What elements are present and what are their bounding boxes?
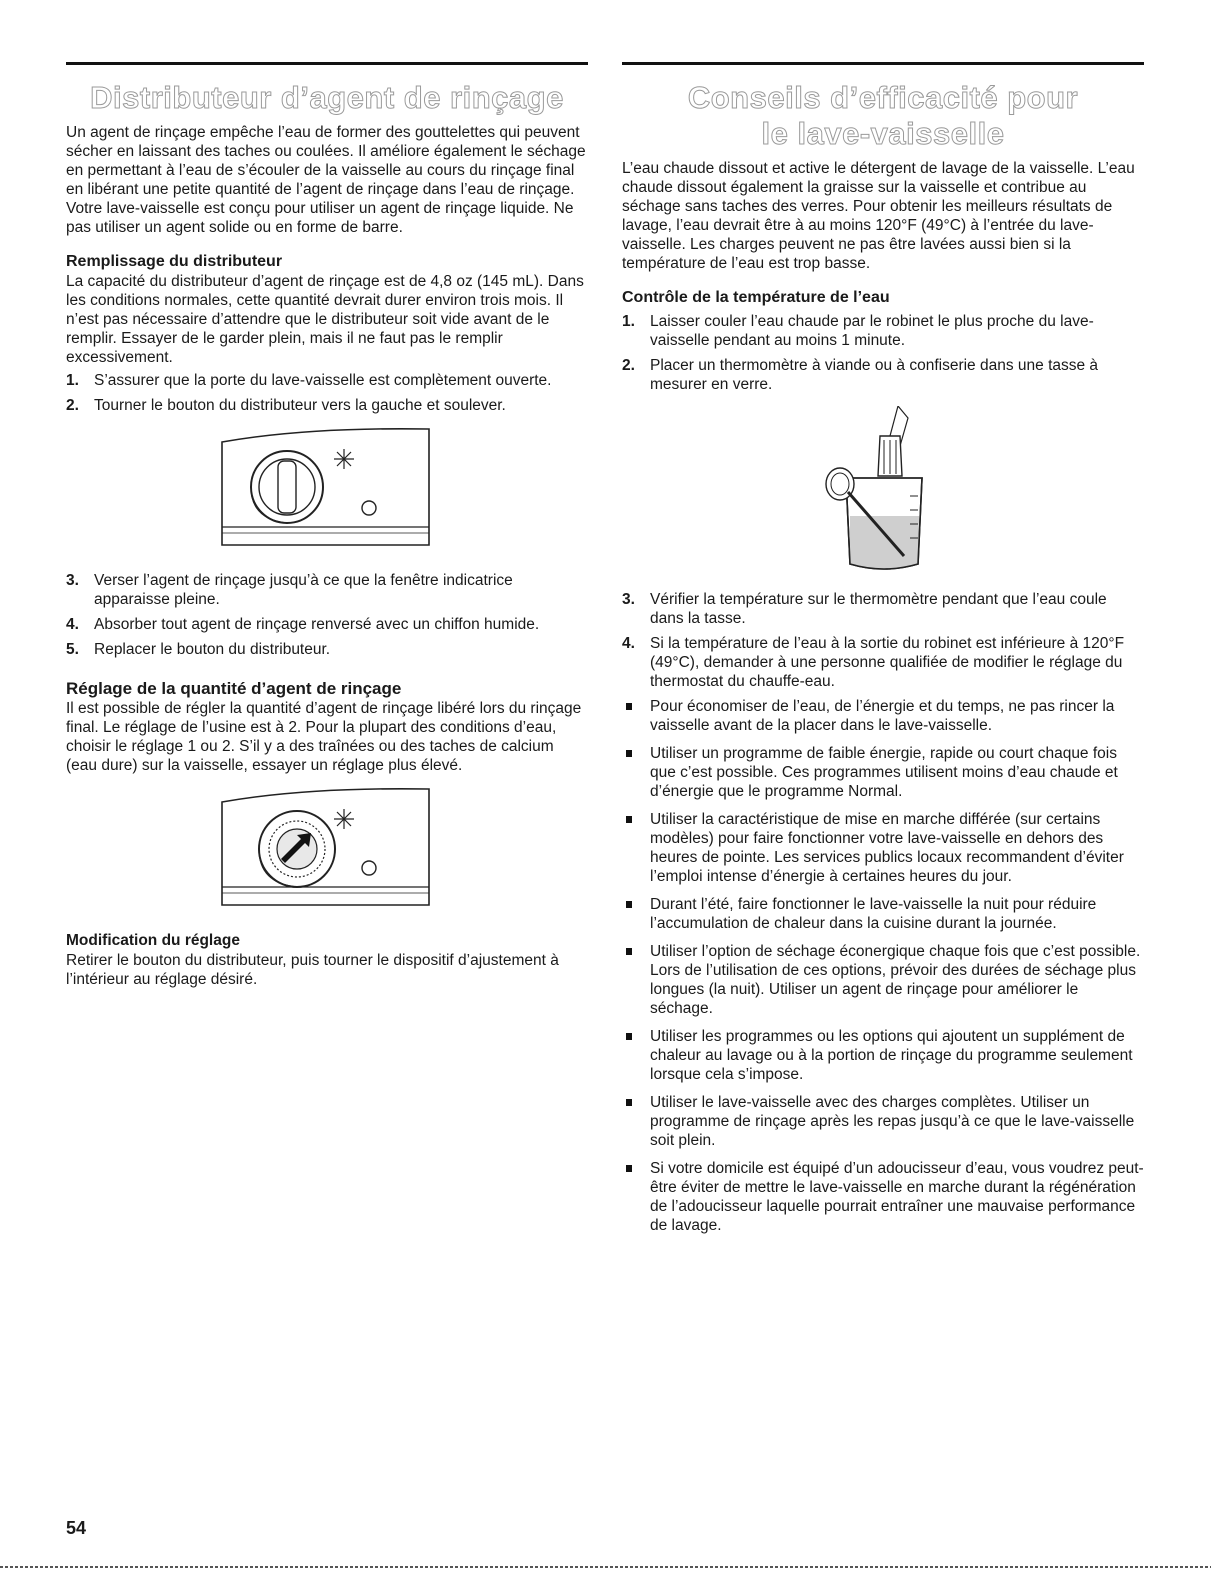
tip-text: Si votre domicile est équipé d’un adoucisseur d’eau, vous voudrez peut-être éviter de mettre le lave-vaisselle en marche durant la régénération de l’adoucisseur laquelle pourrait entraîner une mauvaise performance de lavage. bbox=[650, 1160, 1144, 1234]
top-rule bbox=[622, 62, 1144, 65]
efficiency-intro: L’eau chaude dissout et active le détergent de lavage de la vaisselle. L’eau chaude dissout également la graisse sur la vaisselle et contribue au séchage sans taches des verres. Pour obtenir les meilleurs résultats de lavage, l’eau devrait être à au moins 120°F (49°C) à l’entrée du lave-vaisselle. Les charges peuvent ne pas être lavées aussi bien si la température de l’eau est trop basse. bbox=[622, 160, 1135, 272]
step-item bbox=[66, 396, 588, 415]
tip-item bbox=[622, 744, 1144, 801]
efficiency-tips-list bbox=[622, 697, 1144, 1235]
step-text: S’assurer que la porte du lave-vaisselle est complètement ouverte. bbox=[94, 372, 552, 389]
step-text: Absorber tout agent de rinçage renversé avec un chiffon humide. bbox=[94, 616, 540, 633]
fill-steps-list-continued bbox=[66, 571, 588, 659]
temperature-steps-list bbox=[622, 312, 1144, 394]
step-number: 2. bbox=[66, 397, 79, 414]
step-number: 5. bbox=[66, 641, 79, 658]
tip-text: Utiliser les programmes ou les options qui ajoutent un supplément de chaleur au lavage ou à la portion de rinçage du programme seulement lorsque cela s’impose. bbox=[650, 1028, 1133, 1083]
bullet-icon bbox=[626, 816, 632, 823]
modify-text: Retirer le bouton du distributeur, puis tourner le dispositif d’ajustement à l’intérieur au réglage désiré. bbox=[66, 952, 559, 988]
dispenser-knob-illustration bbox=[217, 427, 437, 557]
step-item bbox=[622, 590, 1144, 628]
section-title-efficiency-line1: Conseils d’efficacité pour bbox=[687, 80, 1079, 115]
tip-item bbox=[622, 697, 1144, 735]
step-text: Verser l’agent de rinçage jusqu’à ce que la fenêtre indicatrice apparaisse pleine. bbox=[94, 572, 513, 608]
section-title-rinse-aid: Distributeur d’agent de rinçage bbox=[90, 80, 564, 115]
bullet-icon bbox=[626, 1033, 632, 1040]
tip-text: Utiliser la caractéristique de mise en marche différée (sur certains modèles) pour faire fonctionner votre lave-vaisselle en dehors des heures de pointe. Les services publics locaux recommandent d’éviter l’emploi intense d’énergie à certaines heures du jour. bbox=[650, 811, 1124, 885]
bullet-icon bbox=[626, 901, 632, 908]
step-number: 3. bbox=[66, 572, 79, 589]
step-text: Si la température de l’eau à la sortie du robinet est inférieure à 120°F (49°C), demander à une personne qualifiée de modifier le réglage du thermostat du chauffe-eau. bbox=[650, 635, 1125, 690]
step-text: Placer un thermomètre à viande ou à confiserie dans une tasse à mesurer en verre. bbox=[650, 357, 1099, 393]
step-number: 1. bbox=[66, 372, 79, 389]
scan-edge-line bbox=[0, 1566, 1211, 1568]
step-item bbox=[66, 640, 588, 659]
tip-item bbox=[622, 942, 1144, 1018]
tip-text: Utiliser l’option de séchage éconergique chaque fois que c’est possible. Lors de l’utilisation de ces options, prévoir des durées de séchage plus longues (la nuit). Utiliser un agent de rinçage pour améliorer le séchage. bbox=[650, 943, 1141, 1017]
tip-item bbox=[622, 810, 1144, 886]
tip-item bbox=[622, 895, 1144, 933]
step-number: 4. bbox=[66, 616, 79, 633]
step-number: 4. bbox=[622, 635, 635, 652]
adjust-heading: Réglage de la quantité d’agent de rinçage bbox=[66, 679, 402, 698]
step-text: Replacer le bouton du distributeur. bbox=[94, 641, 331, 658]
bullet-icon bbox=[626, 703, 632, 710]
bullet-icon bbox=[626, 948, 632, 955]
step-item bbox=[66, 615, 588, 634]
step-number: 2. bbox=[622, 357, 635, 374]
tip-text: Utiliser un programme de faible énergie, rapide ou court chaque fois que c’est possible. Ces programmes utilisent moins d’eau chaude et d’énergie que le programme Normal. bbox=[650, 745, 1118, 800]
step-text: Tourner le bouton du distributeur vers la gauche et soulever. bbox=[94, 397, 506, 414]
temperature-heading: Contrôle de la température de l’eau bbox=[622, 289, 890, 306]
step-item bbox=[622, 312, 1144, 350]
thermometer-cup-illustration bbox=[818, 406, 948, 576]
right-column bbox=[622, 62, 1144, 1244]
step-item bbox=[622, 356, 1144, 394]
step-number: 1. bbox=[622, 313, 635, 330]
page-number: 54 bbox=[66, 1518, 87, 1538]
section-title-efficiency-line2: le lave-vaisselle bbox=[761, 116, 1005, 151]
top-rule bbox=[66, 62, 588, 65]
bullet-icon bbox=[626, 1099, 632, 1106]
rinse-aid-intro: Un agent de rinçage empêche l’eau de former des gouttelettes qui peuvent sécher en laissant des taches ou coulées. Il améliore également le séchage en permettant à l’eau de s’écouler de la vaisselle au cours du rinçage final en libérant une petite quantité de l’agent de rinçage dans l’eau de rinçage. Votre lave-vaisselle est conçu pour utiliser un agent de rinçage liquide. Ne pas utiliser un agent solide ou en forme de barre. bbox=[66, 124, 586, 236]
step-text: Laisser couler l’eau chaude par le robinet le plus proche du lave-vaisselle pendant au moins 1 minute. bbox=[650, 313, 1094, 349]
fill-steps-list bbox=[66, 371, 588, 415]
tip-text: Utiliser le lave-vaisselle avec des charges complètes. Utiliser un programme de rinçage après les repas jusqu’à ce que le lave-vaisselle soit plein. bbox=[650, 1094, 1135, 1149]
adjust-text: Il est possible de régler la quantité d’agent de rinçage libéré lors du rinçage final. Le réglage de l’usine est à 2. Pour la plupart des conditions d’eau, choisir le réglage 1 ou 2. S’il y a des traînées ou des taches de calcium (eau dure) sur la vaisselle, essayer un réglage plus élevé. bbox=[66, 700, 582, 774]
dispenser-adjuster-illustration bbox=[217, 787, 437, 917]
step-text: Vérifier la température sur le thermomètre pendant que l’eau coule dans la tasse. bbox=[650, 591, 1107, 627]
modify-heading: Modification du réglage bbox=[66, 932, 240, 949]
fill-text: La capacité du distributeur d’agent de rinçage est de 4,8 oz (145 mL). Dans les conditions normales, cette quantité devrait durer environ trois mois. Il n’est pas nécessaire d’attendre que le distributeur soit vide avant de le remplir. Essayer de le garder plein, mais il ne faut pas le remplir excessivement. bbox=[66, 273, 584, 366]
bullet-icon bbox=[626, 1165, 632, 1172]
tip-item bbox=[622, 1093, 1144, 1150]
bullet-icon bbox=[626, 750, 632, 757]
left-column bbox=[66, 62, 588, 989]
tip-text: Durant l’été, faire fonctionner le lave-vaisselle la nuit pour réduire l’accumulation de chaleur dans la cuisine durant la journée. bbox=[650, 896, 1097, 932]
tip-item bbox=[622, 1159, 1144, 1235]
step-item bbox=[66, 371, 588, 390]
step-number: 3. bbox=[622, 591, 635, 608]
step-item bbox=[622, 634, 1144, 691]
tip-item bbox=[622, 1027, 1144, 1084]
step-item bbox=[66, 571, 588, 609]
temperature-steps-list-continued bbox=[622, 590, 1144, 691]
fill-heading: Remplissage du distributeur bbox=[66, 253, 283, 270]
tip-text: Pour économiser de l’eau, de l’énergie et du temps, ne pas rincer la vaisselle avant de la placer dans le lave-vaisselle. bbox=[650, 698, 1115, 734]
